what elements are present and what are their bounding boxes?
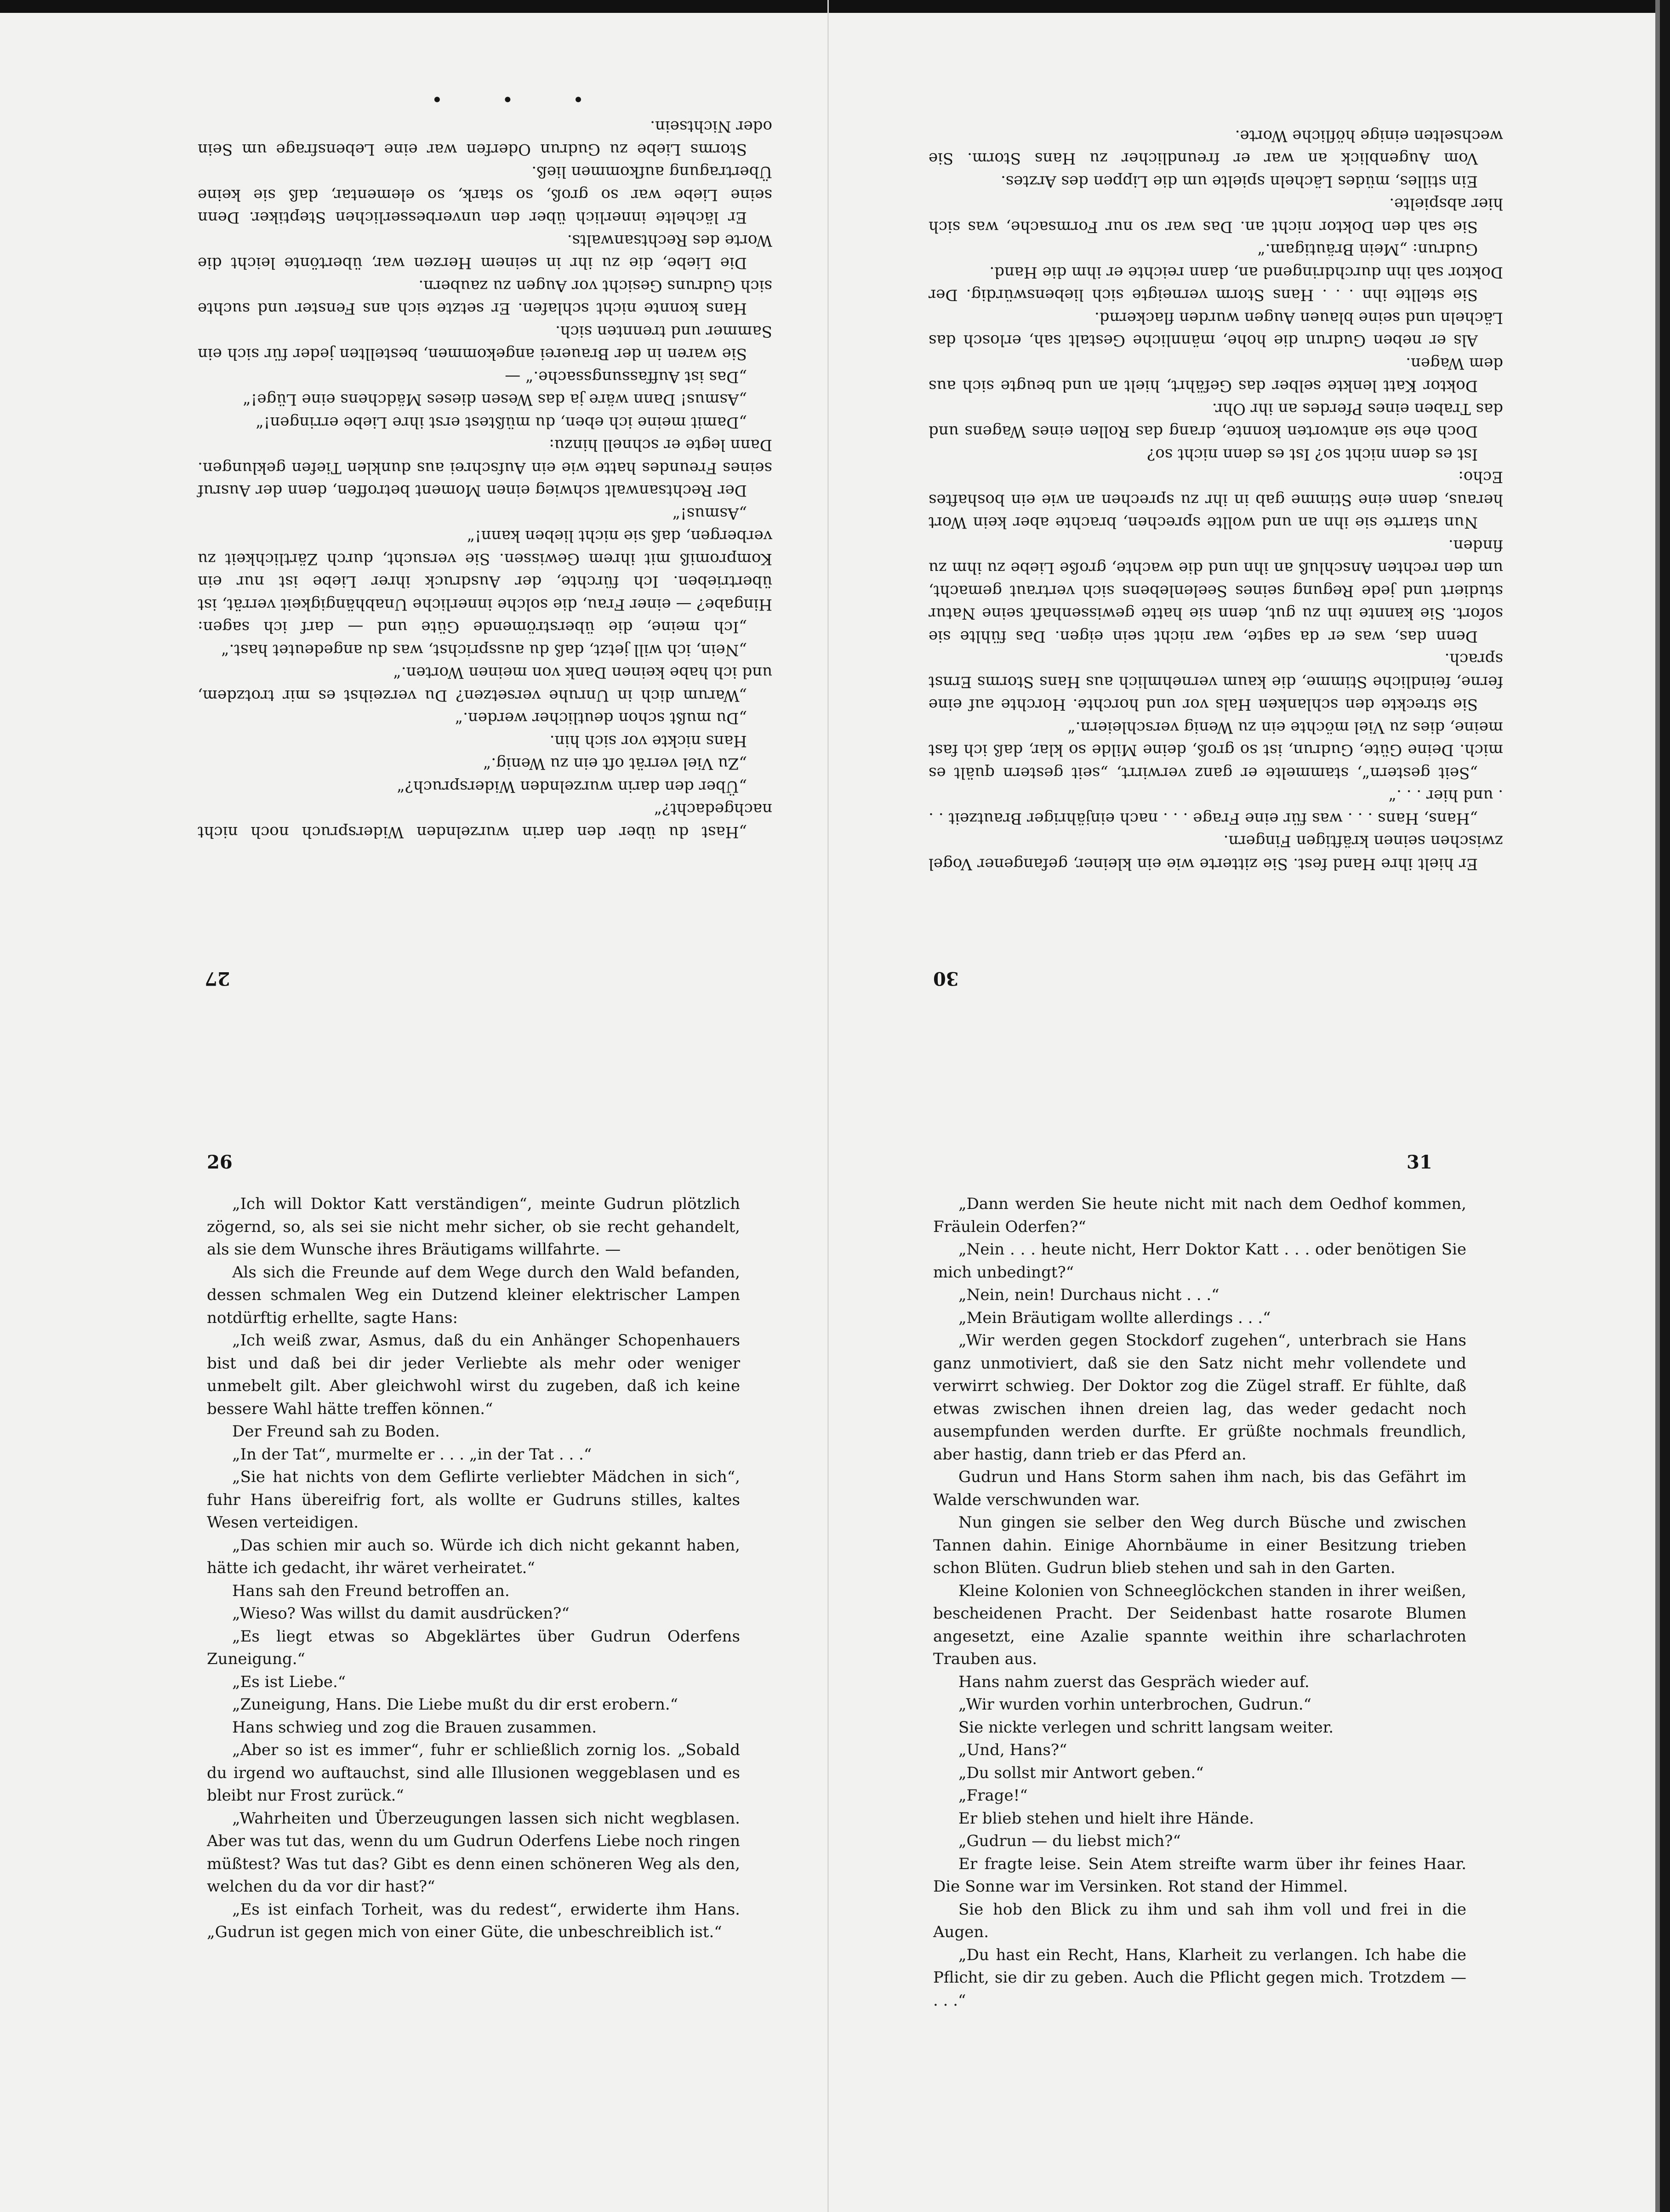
lower-left-paragraph: „Ich weiß zwar, Asmus, daß du ein Anhänger Schopenhauers bist und daß bei dir jeder Verliebte als mehr oder weniger unmebelt gilt. Aber gleichwohl wirst du zugeben, daß ich keine bessere Wahl hätte treffen können.“ [207, 1331, 740, 1418]
upper-right-paragraph: Denn das, was er da sagte, war nicht sein eigen. Das fühlte sie sofort. Sie kannte ihn zu gut, denn sie hatte gewissenhaft seine Natur studiert und jede Regung seines Seelenlebens sich vertraut gemacht, um den rechten Anschluß an ihn und die wachte, große Liebe zu ihm zu finden. [929, 536, 1503, 646]
lower-right-paragraph: „Gudrun — du liebst mich?“ [958, 1832, 1181, 1850]
upper-right-paragraph: Er hielt ihre Hand fest. Sie zitterte wie ein kleiner, gefangener Vogel zwischen seinen kräftigen Fingern. [929, 832, 1503, 873]
upper-left-paragraph: Der Rechtsanwalt schwieg einen Moment betroffen, denn der Ausruf seines Freundes hatte wie ein Aufschrei aus dunklen Tiefen geklungen. Dann legte er schnell hinzu: [198, 436, 772, 500]
upper-left-paragraph: Storms Liebe zu Gudrun Oderfen war eine Lebensfrage um Sein oder Nichtsein. [198, 117, 772, 159]
lower-right-paragraph: „Nein . . . heute nicht, Herr Doktor Katt . . . oder benötigen Sie mich unbedingt?“ [933, 1240, 1466, 1282]
scan-edge-top [0, 0, 1670, 13]
upper-right-paragraph: Sie sah den Doktor nicht an. Das war so nur Formsache, was sich hier abspielte. [929, 195, 1503, 236]
upper-left-paragraph: Die Liebe, die zu ihr in seinem Herzen war, übertönte leicht die Worte des Rechtsanwalts. [198, 231, 772, 273]
lower-right-paragraph: „Frage!“ [958, 1786, 1028, 1805]
lower-left-paragraph: „Ich will Doktor Katt verständigen“, meinte Gudrun plötzlich zögernd, so, als sei sie nicht mehr sicher, ob sie recht gehandelt, als sie dem Wunsche ihres Bräutigams willfahrte. — [207, 1195, 740, 1259]
lower-right-paragraph: „Und, Hans?“ [958, 1741, 1067, 1759]
upper-left-paragraph: „Damit meine ich eben, du müßtest erst ihre Liebe erringen!“ [256, 413, 747, 432]
lower-left-paragraph: „Wieso? Was willst du damit ausdrücken?“ [232, 1604, 570, 1623]
upper-right-paragraph: Sie streckte den schlanken Hals vor und horchte. Horchte auf eine ferne, feindliche Stimme, die kaum vernehmlich aus Hans Storms Ernst sprach. [929, 650, 1503, 714]
lower-right-paragraph: Er fragte leise. Sein Atem streifte warm über ihr feines Haar. Die Sonne war im Versinken. Rot stand der Himmel. [933, 1854, 1466, 1896]
upper-left-paragraph: Sie waren in der Brauerei angekommen, bestellten jeder für sich ein Sammer und trennten sich. [198, 322, 772, 364]
lower-right-paragraph: Sie hob den Blick zu ihm und sah ihm voll und frei in die Augen. [933, 1900, 1466, 1941]
lower-right-paragraph: „Mein Bräutigam wollte allerdings . . .“ [958, 1308, 1271, 1327]
lower-right-paragraph: „Wir wurden vorhin unterbrochen, Gudrun.“ [958, 1695, 1311, 1714]
upper-right-text-column [929, 124, 1503, 875]
lower-right-paragraph: Sie nickte verlegen und schritt langsam weiter. [958, 1718, 1334, 1737]
upper-left-paragraph: Hans nickte vor sich hin. [549, 732, 747, 750]
lower-left-paragraph: „Aber so ist es immer“, fuhr er schließlich zornig los. „Sobald du irgend wo auftauchst, sind alle Illusionen weggeblasen und es bleibt nur Frost zurück.“ [207, 1741, 740, 1805]
lower-left-paragraph: „In der Tat“, murmelte er . . . „in der Tat . . .“ [232, 1445, 592, 1464]
lower-right-paragraph: Gudrun und Hans Storm sahen ihm nach, bis das Gefährt im Walde verschwunden war. [933, 1468, 1466, 1509]
upper-left-paragraph: „Du mußt schon deutlicher werden.“ [455, 709, 747, 728]
lower-right-paragraph: Nun gingen sie selber den Weg durch Büsche und zwischen Tannen dahin. Einige Ahornbäume in einer Besitzung trieben schon Blüten. Gudrun blieb stehen und sah in den Garten. [933, 1513, 1466, 1577]
lower-left-paragraph: „Das schien mir auch so. Würde ich dich nicht gekannt haben, hätte ich gedacht, ihr wäret verheiratet.“ [207, 1536, 740, 1577]
section-ornament: • • • [405, 90, 583, 108]
lower-left-paragraph: „Zuneigung, Hans. Die Liebe mußt du dir erst erobern.“ [232, 1695, 678, 1714]
upper-right-paragraph: „Hans, Hans . . . was für eine Frage . . . nach einjähriger Brautzeit . . . und hier . . .“ [929, 787, 1503, 828]
lower-left-paragraph: Hans sah den Freund betroffen an. [232, 1581, 510, 1600]
lower-left-paragraph: „Wahrheiten und Überzeugungen lassen sich nicht wegblasen. Aber was tut das, wenn du um Gudrun Oderfens Liebe noch ringen müßtest? Was tut das? Gibt es denn einen schöneren Weg als den, welchen du da vor dir hast?“ [207, 1809, 740, 1896]
upper-right-paragraph: Ist es denn nicht so? Ist es denn nicht so? [1147, 445, 1478, 464]
upper-right-paragraph: Doch ehe sie antworten konnte, drang das Rollen eines Wagens und das Traben eines Pferdes an ihr Ohr. [929, 399, 1503, 441]
upper-right-paragraph: Vom Augenblick an war er freundlicher zu Hans Storm. Sie wechselten einige höfliche Worte. [929, 126, 1503, 168]
page-number-upper-left: 27 [205, 968, 230, 989]
upper-left-paragraph: „Nein, ich will jetzt, daß du aussprichst, was du angedeutet hast.“ [221, 641, 747, 659]
lower-left-paragraph: Als sich die Freunde auf dem Wege durch den Wald befanden, dessen schmalen Weg ein Dutzend kleiner elektrischer Lampen notdürftig erhellte, sagte Hans: [207, 1263, 740, 1327]
lower-right-paragraph: „Nein, nein! Durchaus nicht . . .“ [958, 1286, 1220, 1304]
upper-left-paragraph: „Hast du über den darin wurzelnden Widerspruch noch nicht nachgedacht?“ [198, 800, 772, 841]
lower-right-paragraph: „Wir werden gegen Stockdorf zugehen“, unterbrach sie Hans ganz unmotiviert, daß sie den Satz nicht mehr vollendete und verwirrt schwieg. Der Doktor zog die Zügel straff. Er fühlte, daß etwas zwischen ihnen dreien lag, das weder gedacht noch ausempfunden werden durfte. Er grüßte nochmals freundlich, aber hastig, dann trieb er das Pferd an. [933, 1331, 1466, 1464]
lower-right-paragraph: Kleine Kolonien von Schneeglöckchen standen in ihrer weißen, bescheidenen Pracht. Der Seidenbast hatte rosarote Blumen angesetzt, eine Azalie spannte weithin ihre scharlachroten Trauben aus. [933, 1581, 1466, 1668]
upper-left-paragraph: „Über den darin wurzelnden Widerspruch?“ [397, 777, 747, 796]
page-number-lower-right: 31 [1407, 1152, 1432, 1173]
lower-left-paragraph: Der Freund sah zu Boden. [232, 1422, 440, 1441]
lower-left-paragraph: „Sie hat nichts von dem Geflirte verliebter Mädchen in sich“, fuhr Hans übereifrig fort, als wollte er Gudruns stilles, kaltes Wesen verteidigen. [207, 1468, 740, 1532]
upper-right-paragraph: Ein stilles, müdes Lächeln spielte um die Lippen des Arztes. [1001, 172, 1478, 191]
lower-right-paragraph: Hans nahm zuerst das Gespräch wieder auf. [958, 1672, 1310, 1691]
lower-left-paragraph: „Es ist Liebe.“ [232, 1672, 346, 1691]
upper-right-paragraph: Sie stellte ihn . . . Hans Storm verneigte sich liebenswürdig. Der Doktor sah ihn durchdringend an, dann reichte er ihm die Hand. [929, 263, 1503, 304]
lower-right-text-column [933, 1193, 1466, 2012]
upper-left-paragraph: „Warum dich in Unruhe versetzen? Du verzeihst es mir trotzdem, und ich habe keinen Dank von meinen Worten.“ [198, 663, 772, 705]
page-number-upper-right: 30 [933, 968, 959, 989]
upper-left-paragraph: „Asmus! Dann wäre ja das Wesen dieses Mädchens eine Lüge!“ [243, 390, 747, 409]
upper-right-paragraph: Als er neben Gudrun die hohe, männliche Gestalt sah, erlosch das Lächeln und seine blauen Augen wurden flackernd. [929, 308, 1503, 350]
upper-left-paragraph: Hans konnte nicht schlafen. Er setzte sich ans Fenster und suchte sich Gudruns Gesicht vor Augen zu zaubern. [198, 277, 772, 318]
upper-right-paragraph: Nun starrte sie ihn an und wollte sprechen, brachte aber kein Wort heraus, denn eine Stimme gab in ihr zu sprechen an wie ein boshaftes Echo: [929, 468, 1503, 532]
upper-right-paragraph: Doktor Katt lenkte selber das Gefährt, hielt an und beugte sich aus dem Wagen. [929, 354, 1503, 395]
lower-right-paragraph: „Du hast ein Recht, Hans, Klarheit zu verlangen. Ich habe die Pflicht, sie dir zu geben. Auch die Pflicht gegen mich. Trotzdem — . . .“ [933, 1945, 1466, 2010]
upper-left-text-column [198, 115, 772, 843]
scan-edge-shadow [1655, 0, 1660, 2212]
page-fold [827, 0, 829, 2212]
upper-left-paragraph: „Asmus!“ [672, 504, 747, 523]
upper-left-paragraph: Er lächelte innerlich über den unverbesserlichen Steptiker. Denn seine Liebe war so groß, so stark, so elementar, daß sie keine Übertragung aufkommen ließ. [198, 163, 772, 227]
lower-right-paragraph: „Dann werden Sie heute nicht mit nach dem Oedhof kommen, Fräulein Oderfen?“ [933, 1195, 1466, 1236]
upper-left-paragraph: „Das ist Auffassungssache.“ — [505, 368, 747, 386]
scan-edge-right [1660, 0, 1670, 2212]
lower-left-paragraph: „Es liegt etwas so Abgeklärtes über Gudrun Oderfens Zuneigung.“ [207, 1627, 740, 1668]
lower-left-text-column [207, 1193, 740, 1944]
upper-right-paragraph: „Seit gestern“, stammelte er ganz verwirrt, „seit gestern quält es mich. Deine Güte, Gudrun, ist so groß, deine Milde so klar, daß ich fast meine, dies zu Viel möchte ein zu Wenig verschleiern.“ [929, 718, 1503, 782]
upper-left-paragraph: „Ich meine, die überströmende Güte und — darf ich sagen: Hingabe? — einer Frau, die solche innerliche Unabhängigkeit verrät, ist übertrieben. Ich fürchte, der Ausdruck ihrer Liebe ist nur ein Kompromiß mit ihrem Gewissen. Sie versucht, durch Zärtlichkeit zu verbergen, daß sie nicht lieben kann!“ [198, 527, 772, 637]
lower-left-paragraph: „Es ist einfach Torheit, was du redest“, erwiderte ihm Hans. „Gudrun ist gegen mich von einer Güte, die unbeschreiblich ist.“ [207, 1900, 740, 1941]
lower-right-paragraph: „Du sollst mir Antwort geben.“ [958, 1763, 1204, 1782]
upper-right-paragraph: Gudrun: „Mein Bräutigam.“ [1257, 240, 1478, 259]
lower-left-paragraph: Hans schwieg und zog die Brauen zusammen. [232, 1718, 597, 1737]
page-number-lower-left: 26 [207, 1152, 233, 1173]
lower-right-paragraph: Er blieb stehen und hielt ihre Hände. [958, 1809, 1254, 1828]
upper-left-paragraph: „Zu Viel verrät oft ein zu Wenig.“ [483, 754, 747, 773]
